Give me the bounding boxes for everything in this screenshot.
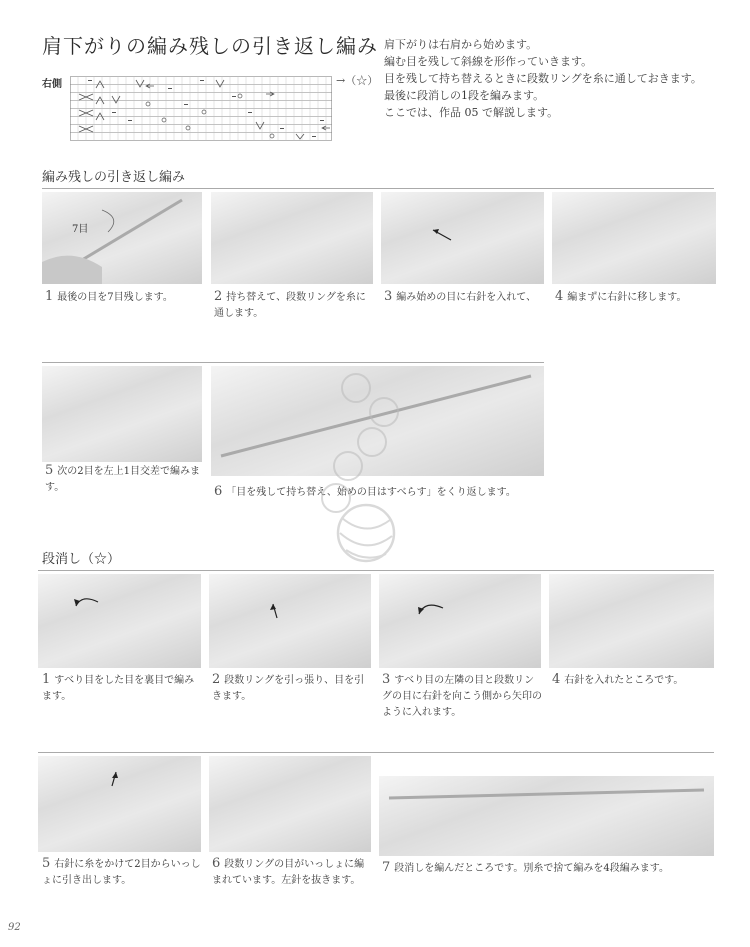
curved-arrow-icon [379, 574, 541, 668]
step-caption [382, 672, 542, 721]
step-number: 4 [555, 289, 564, 304]
step-text: すべり目の左隣の目と段数リングの目に右針を向こう側から矢印のように入れます。 [382, 675, 542, 718]
arrow-icon [209, 574, 371, 668]
step-caption [552, 672, 714, 689]
step-text: 最後の目を7目残します。 [57, 292, 173, 303]
knitting-needle-icon [379, 776, 714, 856]
chart-star-marker: →（☆） [336, 74, 379, 87]
page-title: 肩下がりの編み残しの引き返し編み [42, 34, 378, 58]
section-title-short-rows: 編み残しの引き返し編み [42, 170, 186, 185]
step-number: 2 [212, 672, 221, 687]
photo-annotation: 7目 [72, 224, 89, 235]
section-divider [38, 752, 714, 753]
step-photo [381, 192, 544, 284]
step-text: 右針を入れたところです。 [564, 675, 684, 686]
step-number: 1 [42, 672, 51, 687]
intro-line: 最後に段消しの1段を編みます。 [384, 89, 545, 102]
step-photo [549, 574, 714, 668]
chart-side-label: 右側 [42, 79, 62, 90]
step-number: 6 [212, 856, 221, 871]
step-text: 持ち替えて、段数リングを糸に通します。 [214, 292, 366, 319]
step-text: 段消しを編んだところです。別糸で捨て編みを4段編みます。 [394, 863, 669, 874]
step-text: すべり目をした目を裏目で編みます。 [42, 675, 195, 702]
step-photo [211, 192, 373, 284]
step-caption [555, 289, 715, 306]
step-caption [212, 672, 372, 705]
arrow-icon [38, 756, 201, 852]
section-divider [42, 362, 544, 363]
step-number: 3 [382, 672, 391, 687]
step-photo [552, 192, 716, 284]
step-photo [209, 574, 371, 668]
section-title-bind-off-row: 段消し（☆） [42, 552, 121, 567]
step-text: 段数リングの目がいっしょに編まれています。左針を抜きます。 [212, 859, 365, 886]
watermark [296, 368, 416, 572]
step-number: 5 [42, 856, 51, 871]
step-caption [45, 289, 205, 306]
step-text: 右針に糸をかけて2目からいっしょに引き出します。 [42, 859, 201, 886]
step-caption [384, 289, 544, 306]
step-number: 3 [384, 289, 393, 304]
step-caption [45, 463, 205, 496]
step-text: 編み始めの目に右針を入れて、 [396, 292, 537, 303]
curved-arrow-icon [38, 574, 201, 668]
step-caption [42, 856, 202, 889]
yarn-ball-icon [296, 368, 416, 568]
step-number: 2 [214, 289, 223, 304]
step-caption [382, 860, 714, 877]
intro-text [384, 36, 702, 121]
step-photo [38, 574, 201, 668]
step-photo [379, 776, 714, 856]
intro-line: ここでは、作品 05 で解説します。 [384, 106, 559, 119]
chart-grid-icon [70, 76, 332, 142]
step-number: 6 [214, 484, 223, 499]
step-text: 段数リングを引っ張り、目を引きます。 [212, 675, 365, 702]
step-photo [42, 192, 202, 284]
section-divider [38, 570, 714, 571]
page-number: 92 [8, 922, 21, 933]
step-number: 4 [552, 672, 561, 687]
step-caption [214, 289, 372, 322]
arrow-icon [381, 192, 544, 284]
knitting-chart [70, 76, 332, 146]
intro-line: 編む目を残して斜線を形作っていきます。 [384, 55, 593, 68]
step-text: 編まずに右針に移します。 [567, 292, 687, 303]
step-caption [212, 856, 372, 889]
step-text: 「目を残して持ち替え、始めの目はすべらす」をくり返します。 [226, 487, 516, 498]
section-divider [42, 188, 714, 189]
step-photo [209, 756, 371, 852]
step-photo [38, 756, 201, 852]
step-caption [42, 672, 202, 705]
step-photo [42, 366, 202, 462]
knitting-needle-icon [42, 192, 202, 284]
step-text: 次の2目を左上1目交差で編みます。 [45, 466, 201, 493]
intro-line: 目を残して持ち替えるときに段数リングを糸に通しておきます。 [384, 72, 702, 85]
step-photo [379, 574, 541, 668]
step-number: 5 [45, 463, 54, 478]
intro-line: 肩下がりは右肩から始めます。 [384, 38, 538, 51]
step-number: 7 [382, 860, 391, 875]
step-number: 1 [45, 289, 54, 304]
